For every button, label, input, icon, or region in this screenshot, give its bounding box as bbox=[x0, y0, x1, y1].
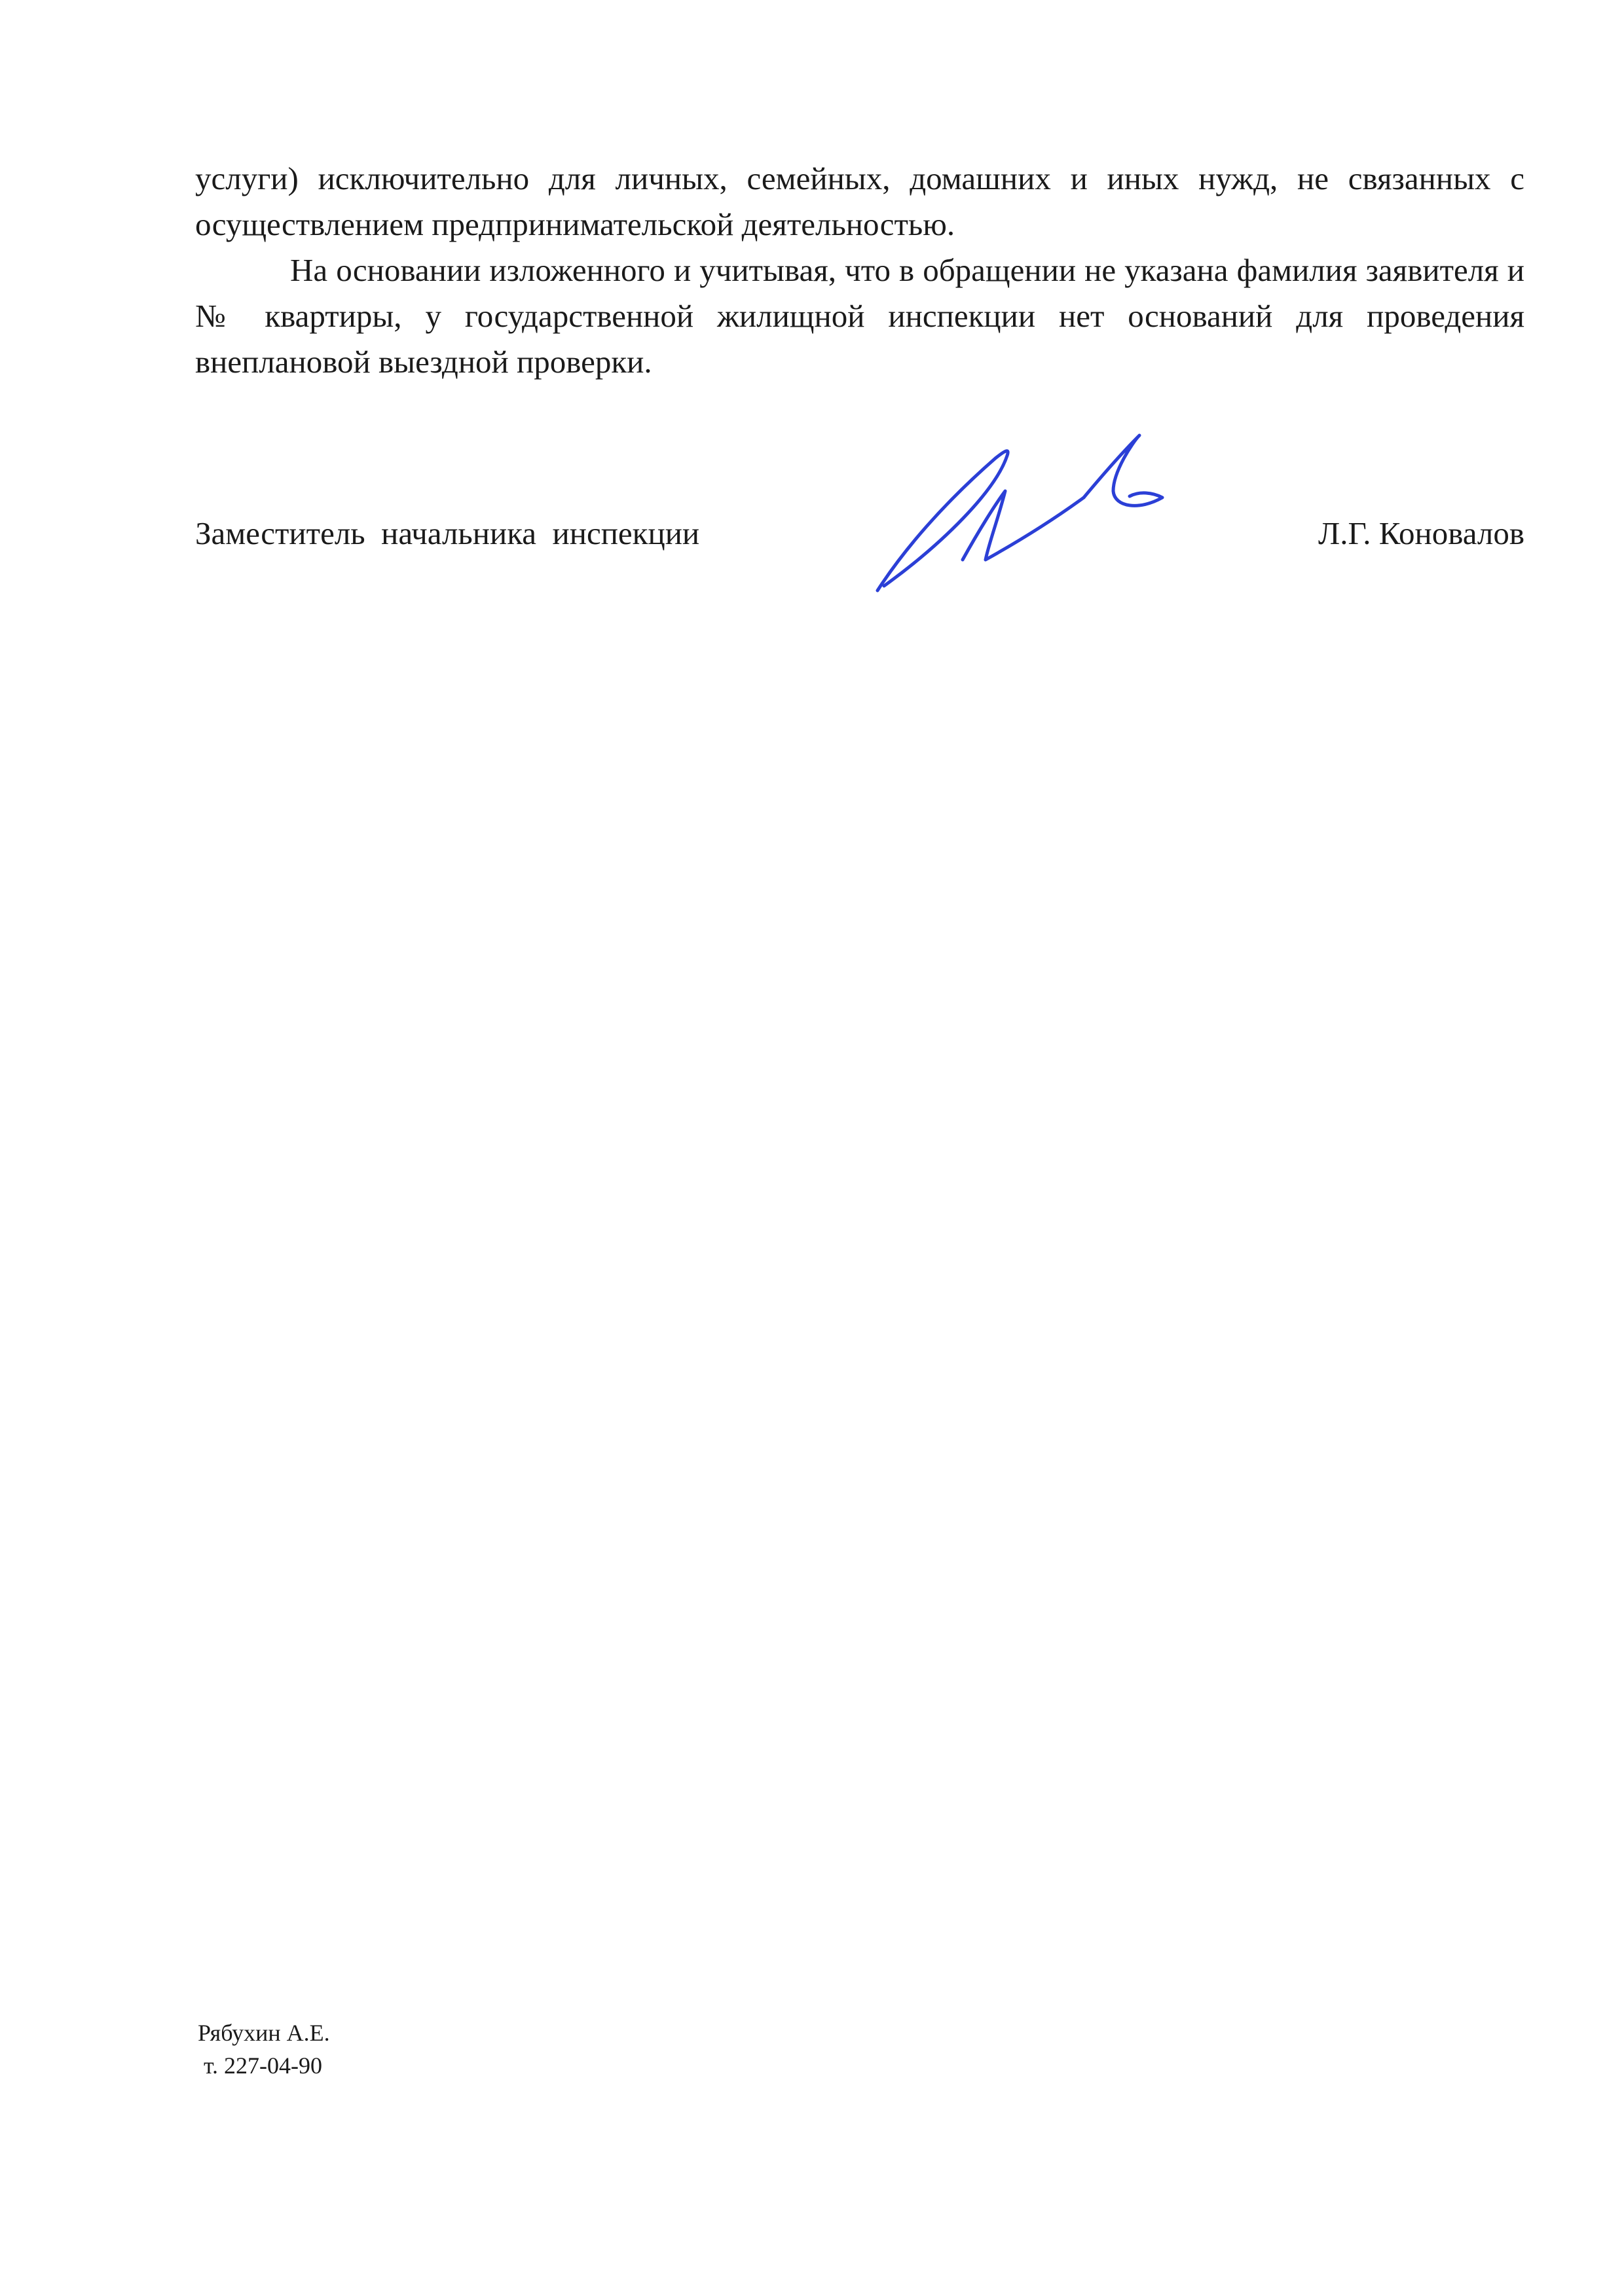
executor-phone: т. 227-04-90 bbox=[198, 2052, 323, 2079]
signatory-name: Л.Г. Коновалов bbox=[1318, 515, 1524, 551]
letter-body bbox=[195, 156, 1524, 385]
executor-info bbox=[198, 2016, 330, 2082]
executor-name: Рябухин А.Е. bbox=[198, 2020, 330, 2046]
signature-line bbox=[195, 511, 1524, 556]
paragraph-continuation: услуги) исключительно для личных, семейных, домашних и иных нужд, не связанных с осуществлением предпринимательской деятельностью. bbox=[195, 160, 1524, 242]
handwritten-signature bbox=[864, 419, 1205, 596]
signatory-position: Заместитель начальника инспекции bbox=[195, 515, 700, 551]
paragraph-conclusion: На основании изложенного и учитывая, что в обращении не указана фамилия заявителя и № квартиры, у государственной жилищной инспекции нет оснований для проведения внеплановой выездной проверки. bbox=[195, 252, 1524, 380]
signature-strokes bbox=[877, 435, 1162, 591]
